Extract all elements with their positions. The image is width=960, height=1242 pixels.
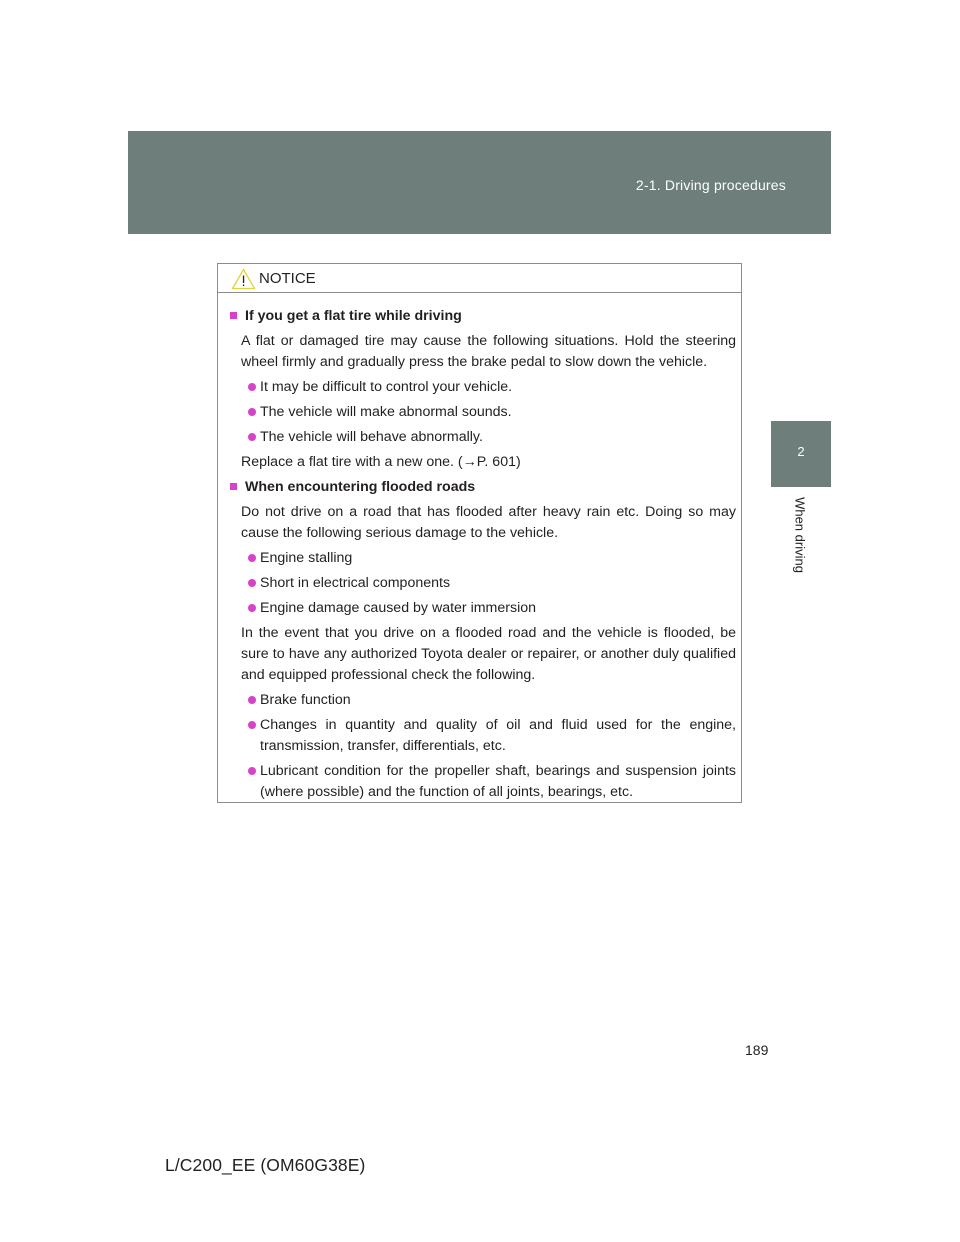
section-title: 2-1. Driving procedures xyxy=(635,177,786,193)
round-bullet-icon xyxy=(248,579,256,587)
square-bullet-icon xyxy=(230,312,237,319)
paragraph: A flat or damaged tire may cause the following situations. Hold the steering wheel firmly and gradually press the brake pedal to slow down the vehicle. xyxy=(241,333,736,370)
page-header-band xyxy=(128,131,831,234)
list-item: Engine stalling xyxy=(248,548,736,569)
list-item: The vehicle will make abnormal sounds. xyxy=(248,402,736,423)
paragraph: Do not drive on a road that has flooded after heavy rain etc. Doing so may cause the following serious damage to the vehicle. xyxy=(241,504,736,541)
round-bullet-icon xyxy=(248,408,256,416)
list-item: It may be difficult to control your vehicle. xyxy=(248,377,736,398)
list-item: Lubricant condition for the propeller shaft, bearings and suspension joints (where possible) and the function of all joints, bearings, etc. xyxy=(248,761,736,803)
list-item: Changes in quantity and quality of oil and fluid used for the engine, transmission, transfer, differentials, etc. xyxy=(248,715,736,757)
warning-triangle-icon xyxy=(231,268,256,290)
round-bullet-icon xyxy=(248,383,256,391)
list-item: The vehicle will behave abnormally. xyxy=(248,427,736,448)
notice-title: NOTICE xyxy=(259,270,316,287)
list-item: Engine damage caused by water immersion xyxy=(248,598,736,619)
list-item: Brake function xyxy=(248,690,736,711)
list-item: Short in electrical components xyxy=(248,573,736,594)
chapter-label: When driving xyxy=(792,497,808,573)
round-bullet-icon xyxy=(248,696,256,704)
paragraph: In the event that you drive on a flooded road and the vehicle is flooded, be sure to have any authorized Toyota dealer or repairer, or another duly qualified and equipped professional check the following. xyxy=(241,625,736,683)
notice-header xyxy=(218,264,741,293)
square-bullet-icon xyxy=(230,483,237,490)
chapter-number: 2 xyxy=(797,444,805,459)
round-bullet-icon xyxy=(248,433,256,441)
document-code: L/C200_EE (OM60G38E) xyxy=(165,1155,366,1175)
round-bullet-icon xyxy=(248,767,256,775)
section-heading-flat-tire: If you get a flat tire while driving xyxy=(229,306,736,327)
notice-body xyxy=(218,293,741,803)
paragraph: Replace a flat tire with a new one. (→P. 601) xyxy=(241,454,521,470)
notice-box xyxy=(217,263,742,803)
chapter-tab xyxy=(771,421,831,487)
page-number: 189 xyxy=(745,1042,769,1058)
round-bullet-icon xyxy=(248,554,256,562)
section-heading-flooded-roads: When encountering flooded roads xyxy=(229,477,736,498)
round-bullet-icon xyxy=(248,604,256,612)
round-bullet-icon xyxy=(248,721,256,729)
